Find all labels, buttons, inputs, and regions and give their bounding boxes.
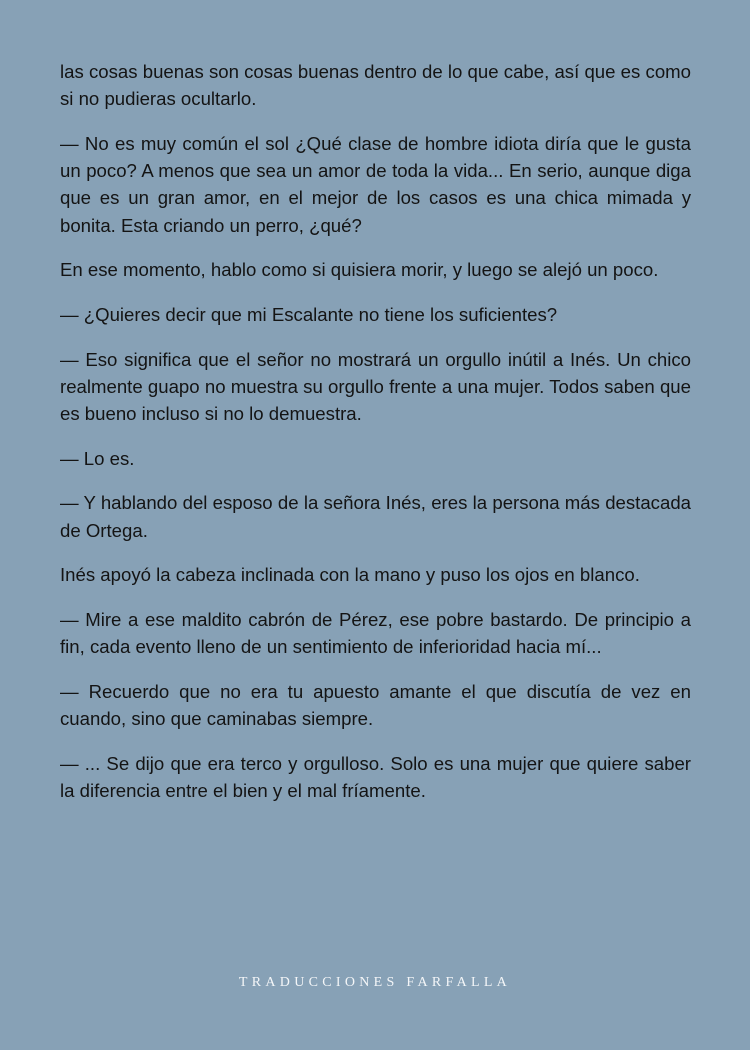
paragraph: Inés apoyó la cabeza inclinada con la mano y puso los ojos en blanco.: [60, 564, 640, 586]
paragraph: — Eso significa que el señor no mostrará un orgullo inútil a Inés. Un chico realmente guapo no muestra su orgullo frente a una mujer. Todos saben que es bueno incluso si no lo demuestra.: [60, 348, 691, 425]
paragraph: — Recuerdo que no era tu apuesto amante el que discutía de vez en cuando, sino que caminabas siempre.: [60, 680, 691, 730]
page-footer: TRADUCCIONES FARFALLA: [238, 975, 512, 990]
paragraph: — Mire a ese maldito cabrón de Pérez, ese pobre bastardo. De principio a fin, cada evento lleno de un sentimiento de inferioridad hacia mí...: [60, 609, 691, 658]
paragraph: — Y hablando del esposo de la señora Inés, eres la persona más destacada de Ortega.: [60, 492, 691, 541]
paragraph: — ... Se dijo que era terco y orgulloso. Solo es una mujer que quiere saber la diferencia entre el bien y el mal fríamente.: [60, 752, 691, 802]
paragraph: — No es muy común el sol ¿Qué clase de hombre idiota diría que le gusta un poco? A menos que sea un amor de toda la vida... En serio, aunque diga que es un gran amor, en el mejor de los casos es una chica mimada y bonita. Esta criando un perro, ¿qué?: [60, 132, 691, 236]
paragraph: — Lo es.: [60, 447, 135, 469]
paragraph: — ¿Quieres decir que mi Escalante no tiene los suficientes?: [60, 303, 558, 325]
paragraph: En ese momento, hablo como si quisiera morir, y luego se alejó un poco.: [60, 259, 659, 281]
paragraph: las cosas buenas son cosas buenas dentro de lo que cabe, así que es como si no pudieras ocultarlo.: [60, 61, 691, 110]
page-body: [60, 58, 691, 822]
